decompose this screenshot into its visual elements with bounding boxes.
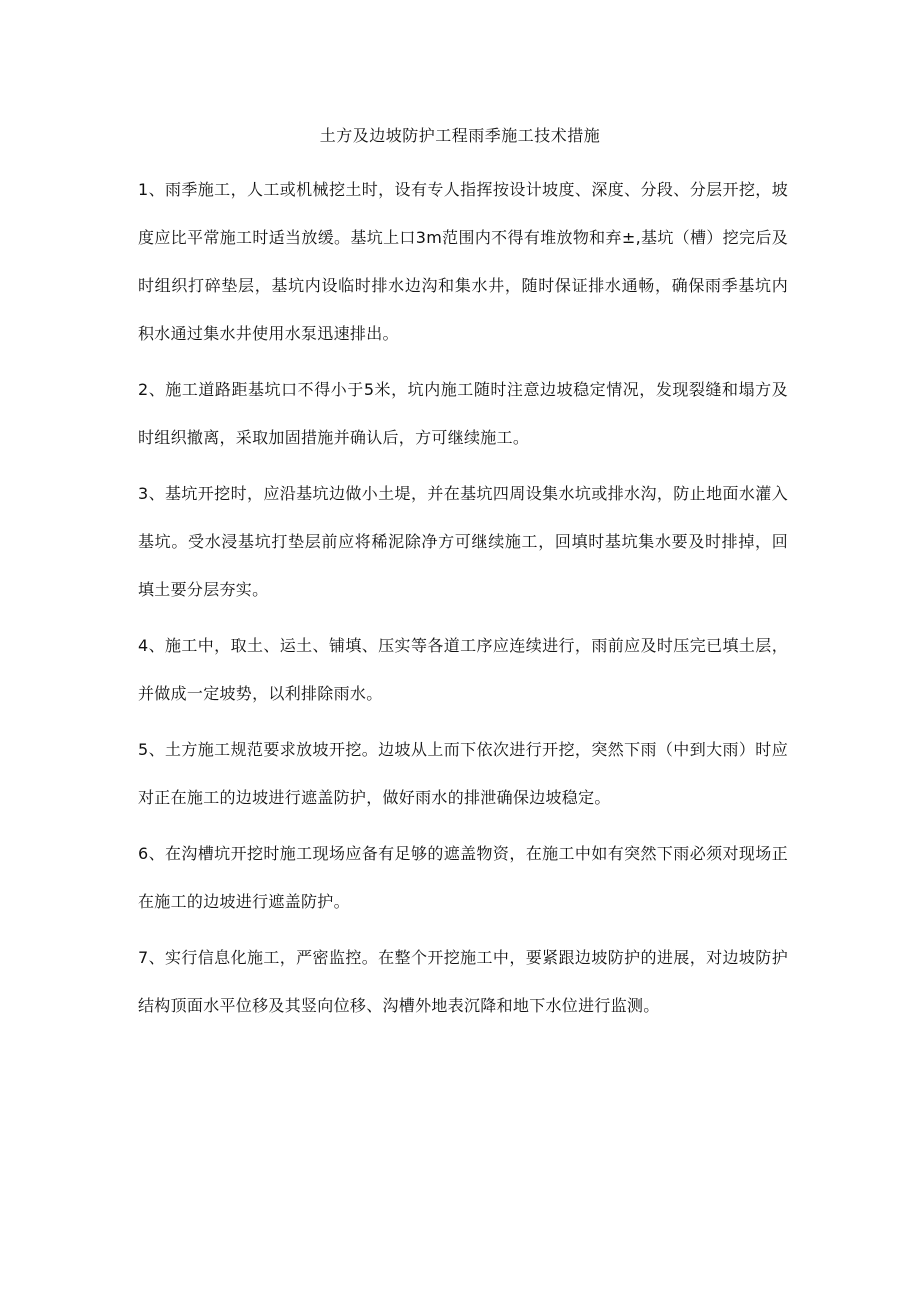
- paragraph-7: 7、实行信息化施工，严密监控。在整个开挖施工中，要紧跟边坡防护的进展，对边坡防护结构顶面水平位移及其竖向位移、沟槽外地表沉降和地下水位进行监测。: [138, 948, 788, 1015]
- paragraph-3: 3、基坑开挖时，应沿基坑边做小土堤，并在基坑四周设集水坑或排水沟，防止地面水灌入基坑。受水浸基坑打垫层前应将稀泥除净方可继续施工，回填时基坑集水要及时排掉，回填土要分层夯实。: [138, 484, 788, 599]
- paragraph-6: 6、在沟槽坑开挖时施工现场应备有足够的遮盖物资，在施工中如有突然下雨必须对现场正在施工的边坡进行遮盖防护。: [138, 844, 788, 911]
- paragraph-1: 1、雨季施工，人工或机械挖土时，设有专人指挥按设计坡度、深度、分段、分层开挖，坡度应比平常施工时适当放缓。基坑上口3m范围内不得有堆放物和弃±,基坑（槽）挖完后及时组织打碎垫层，基坑内设临时排水边沟和集水井，随时保证排水通畅，确保雨季基坑内积水通过集水井使用水泵迅速排出。: [138, 180, 788, 343]
- paragraph-4: 4、施工中，取土、运土、铺填、压实等各道工序应连续进行，雨前应及时压完已填土层，并做成一定坡势，以利排除雨水。: [138, 636, 788, 703]
- paragraph-2: 2、施工道路距基坑口不得小于5米，坑内施工随时注意边坡稳定情况，发现裂缝和塌方及时组织撤离，采取加固措施并确认后，方可继续施工。: [138, 380, 788, 447]
- document-body: [138, 166, 788, 1038]
- paragraph-5: 5、土方施工规范要求放坡开挖。边坡从上而下依次进行开挖，突然下雨（中到大雨）时应对正在施工的边坡进行遮盖防护，做好雨水的排泄确保边坡稳定。: [138, 740, 788, 807]
- document-title: 土方及边坡防护工程雨季施工技术措施: [319, 126, 601, 145]
